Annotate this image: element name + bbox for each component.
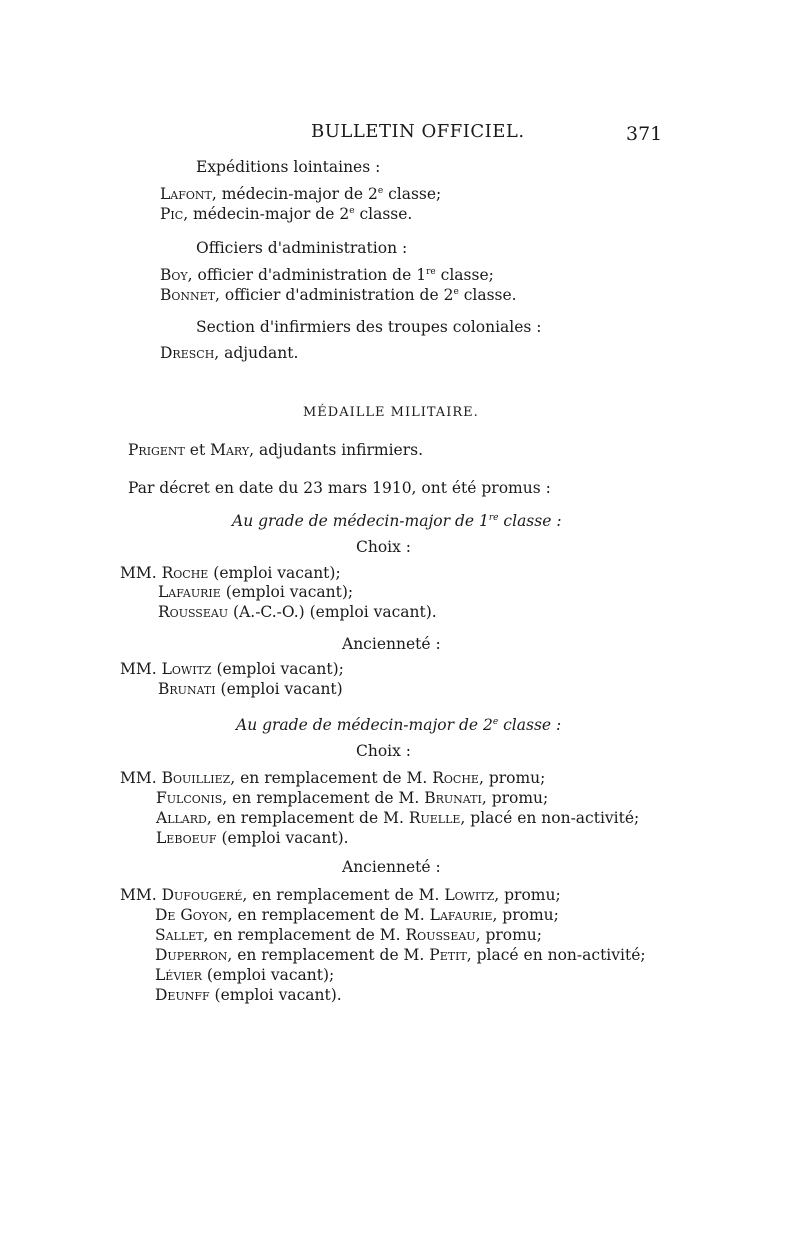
entry-line: MM. Roche (emploi vacant); — [120, 564, 341, 582]
person-name: Lafaurie, — [429, 906, 498, 924]
person-name: Sallet, — [155, 926, 209, 944]
entry-line: Brunati (emploi vacant) — [158, 680, 343, 698]
subheading-anciennete: Ancienneté : — [342, 858, 441, 876]
person-name: Lévier — [155, 966, 202, 984]
person-name: Boy, — [160, 266, 193, 284]
subheading-choix: Choix : — [356, 742, 412, 760]
subheading-choix: Choix : — [356, 538, 412, 556]
person-name: Ruelle, — [408, 809, 466, 827]
entry-line: Sallet, en remplacement de M. Rousseau, promu; — [155, 926, 543, 944]
person-name: Fulconis, — [156, 789, 228, 807]
entry-line: Lafaurie (emploi vacant); — [158, 583, 354, 601]
person-name: Lafaurie — [158, 583, 221, 601]
person-name: Dufougeré, — [161, 886, 248, 904]
entry-line: MM. Lowitz (emploi vacant); — [120, 660, 344, 678]
person-name: Leboeuf — [156, 829, 217, 847]
person-name: Lowitz — [161, 660, 212, 678]
entry-line: Boy, officier d'administration de 1re classe; — [160, 266, 494, 284]
person-name: Allard, — [156, 809, 212, 827]
subheading-anciennete: Ancienneté : — [342, 635, 441, 653]
entry-line: Allard, en remplacement de M. Ruelle, placé en non-activité; — [156, 809, 640, 827]
entry-line: Fulconis, en remplacement de M. Brunati, promu; — [156, 789, 549, 807]
section-title-medaille: MÉDAILLE MILITAIRE. — [303, 405, 479, 420]
person-name: Dresch, — [160, 344, 220, 362]
grade-heading-1re-classe: Au grade de médecin-major de 1re classe : — [232, 512, 562, 530]
person-name: Pic, — [160, 205, 189, 223]
entry-line: Lévier (emploi vacant); — [155, 966, 335, 984]
person-name: Bonnet, — [160, 286, 220, 304]
person-name: Roche — [161, 564, 209, 582]
decree-paragraph: Par décret en date du 23 mars 1910, ont été promus : — [128, 479, 551, 497]
entry-line: Lafont, médecin-major de 2e classe; — [160, 185, 442, 203]
entry-line: Duperron, en remplacement de M. Petit, placé en non-activité; — [155, 946, 646, 964]
person-name: Rousseau — [158, 603, 229, 621]
entry-line: MM. Bouilliez, en remplacement de M. Roche, promu; — [120, 769, 546, 787]
person-name: Petit, — [429, 946, 472, 964]
person-name: Brunati — [158, 680, 216, 698]
page-number: 371 — [626, 123, 663, 145]
person-name: Lowitz, — [444, 886, 500, 904]
section-heading-expeditions: Expéditions lointaines : — [196, 158, 381, 176]
person-name: Duperron, — [155, 946, 233, 964]
person-name: Mary, — [210, 441, 255, 459]
section-heading-administration: Officiers d'administration : — [196, 239, 408, 257]
person-name: Deunff — [155, 986, 210, 1004]
running-header: BULLETIN OFFICIEL. — [311, 121, 525, 142]
entry-line: Deunff (emploi vacant). — [155, 986, 342, 1004]
person-name: Lafont, — [160, 185, 217, 203]
section-heading-infirmiers: Section d'infirmiers des troupes coloniales : — [196, 318, 542, 336]
person-name: Rousseau, — [405, 926, 481, 944]
person-name: Bouilliez, — [161, 769, 236, 787]
paragraph: Prigent et Mary, adjudants infirmiers. — [128, 441, 424, 459]
person-name: De Goyon, — [155, 906, 233, 924]
person-name: Prigent — [128, 441, 185, 459]
entry-line: Rousseau (A.-C.-O.) (emploi vacant). — [158, 603, 437, 621]
entry-line: De Goyon, en remplacement de M. Lafaurie, promu; — [155, 906, 559, 924]
person-name: Roche, — [432, 769, 484, 787]
entry-line: MM. Dufougeré, en remplacement de M. Lowitz, promu; — [120, 886, 561, 904]
entry-line: Bonnet, officier d'administration de 2e classe. — [160, 286, 517, 304]
grade-heading-2e-classe: Au grade de médecin-major de 2e classe : — [236, 716, 562, 734]
person-name: Brunati, — [424, 789, 487, 807]
entry-line: Pic, médecin-major de 2e classe. — [160, 205, 413, 223]
entry-line: Dresch, adjudant. — [160, 344, 299, 362]
entry-line: Leboeuf (emploi vacant). — [156, 829, 349, 847]
